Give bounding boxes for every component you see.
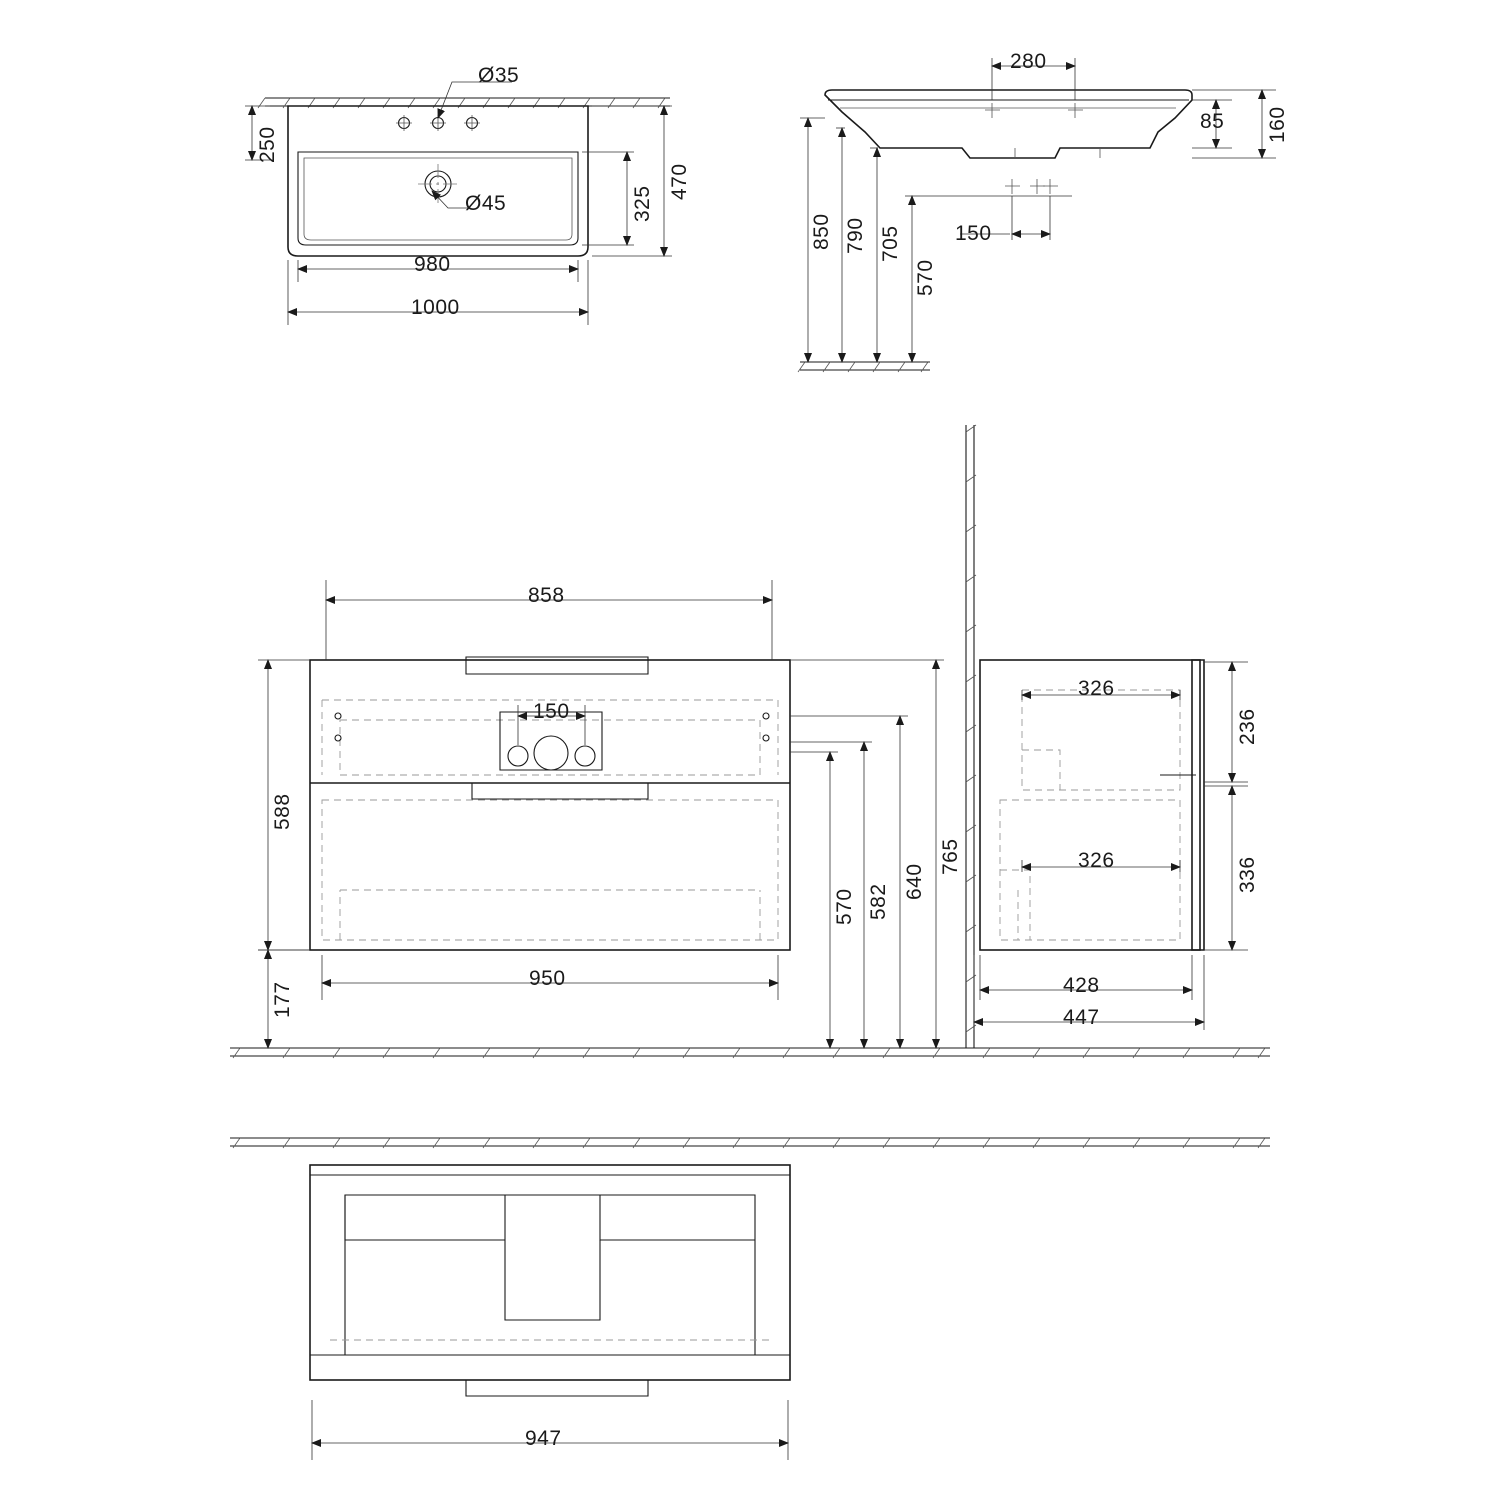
dim-label-588: 588 [271, 793, 294, 830]
dim-label-765: 765 [939, 838, 962, 875]
dim-label-582: 582 [867, 883, 890, 920]
dim-label-850: 850 [810, 213, 833, 250]
dim-label-790: 790 [844, 217, 867, 254]
dim-label-150-side: 150 [955, 222, 992, 245]
floor-strip [798, 362, 930, 372]
dim-label-570-front: 570 [833, 888, 856, 925]
dim-label-326-upper: 326 [1078, 677, 1115, 700]
dim-label-950: 950 [529, 967, 566, 990]
dim-label-470: 470 [668, 163, 691, 200]
dim-label-980: 980 [414, 253, 451, 276]
basin-side-outline [825, 90, 1192, 158]
dim-label-150-front: 150 [533, 700, 570, 723]
dim-stack-front-right [790, 660, 944, 1048]
dim-label-236: 236 [1236, 708, 1259, 745]
dim-label-dia35: Ø35 [478, 64, 520, 87]
dim-325 [582, 152, 634, 245]
dim-label-160: 160 [1266, 106, 1289, 143]
dim-705 [870, 148, 878, 362]
dim-label-250: 250 [256, 126, 279, 163]
vanity-plan-view [310, 1165, 790, 1396]
dim-label-1000: 1000 [411, 296, 460, 319]
basin-drain-hole [418, 164, 458, 204]
dim-label-858: 858 [528, 584, 565, 607]
dim-label-447: 447 [1063, 1006, 1100, 1029]
dim-label-640: 640 [903, 863, 926, 900]
dim-label-177: 177 [271, 981, 294, 1018]
dim-label-85: 85 [1200, 110, 1225, 133]
dim-label-428: 428 [1063, 974, 1100, 997]
dim-label-336: 336 [1236, 856, 1259, 893]
basin-side-tap-marks [985, 103, 1083, 118]
dim-label-705: 705 [879, 225, 902, 262]
dim-label-570-side: 570 [914, 259, 937, 296]
dim-label-947: 947 [525, 1427, 562, 1450]
dim-label-325: 325 [631, 185, 654, 222]
plan-top-hatch [230, 1138, 1270, 1148]
floor-line-middle [230, 1048, 1270, 1058]
dim-label-280: 280 [1010, 50, 1047, 73]
wall-line-vertical [966, 425, 976, 1048]
basin-fixing-holes [920, 179, 1072, 240]
dim-470 [592, 106, 672, 256]
dim-label-dia45: Ø45 [465, 192, 507, 215]
vanity-side-body [980, 660, 1204, 950]
dim-label-326-lower: 326 [1078, 849, 1115, 872]
